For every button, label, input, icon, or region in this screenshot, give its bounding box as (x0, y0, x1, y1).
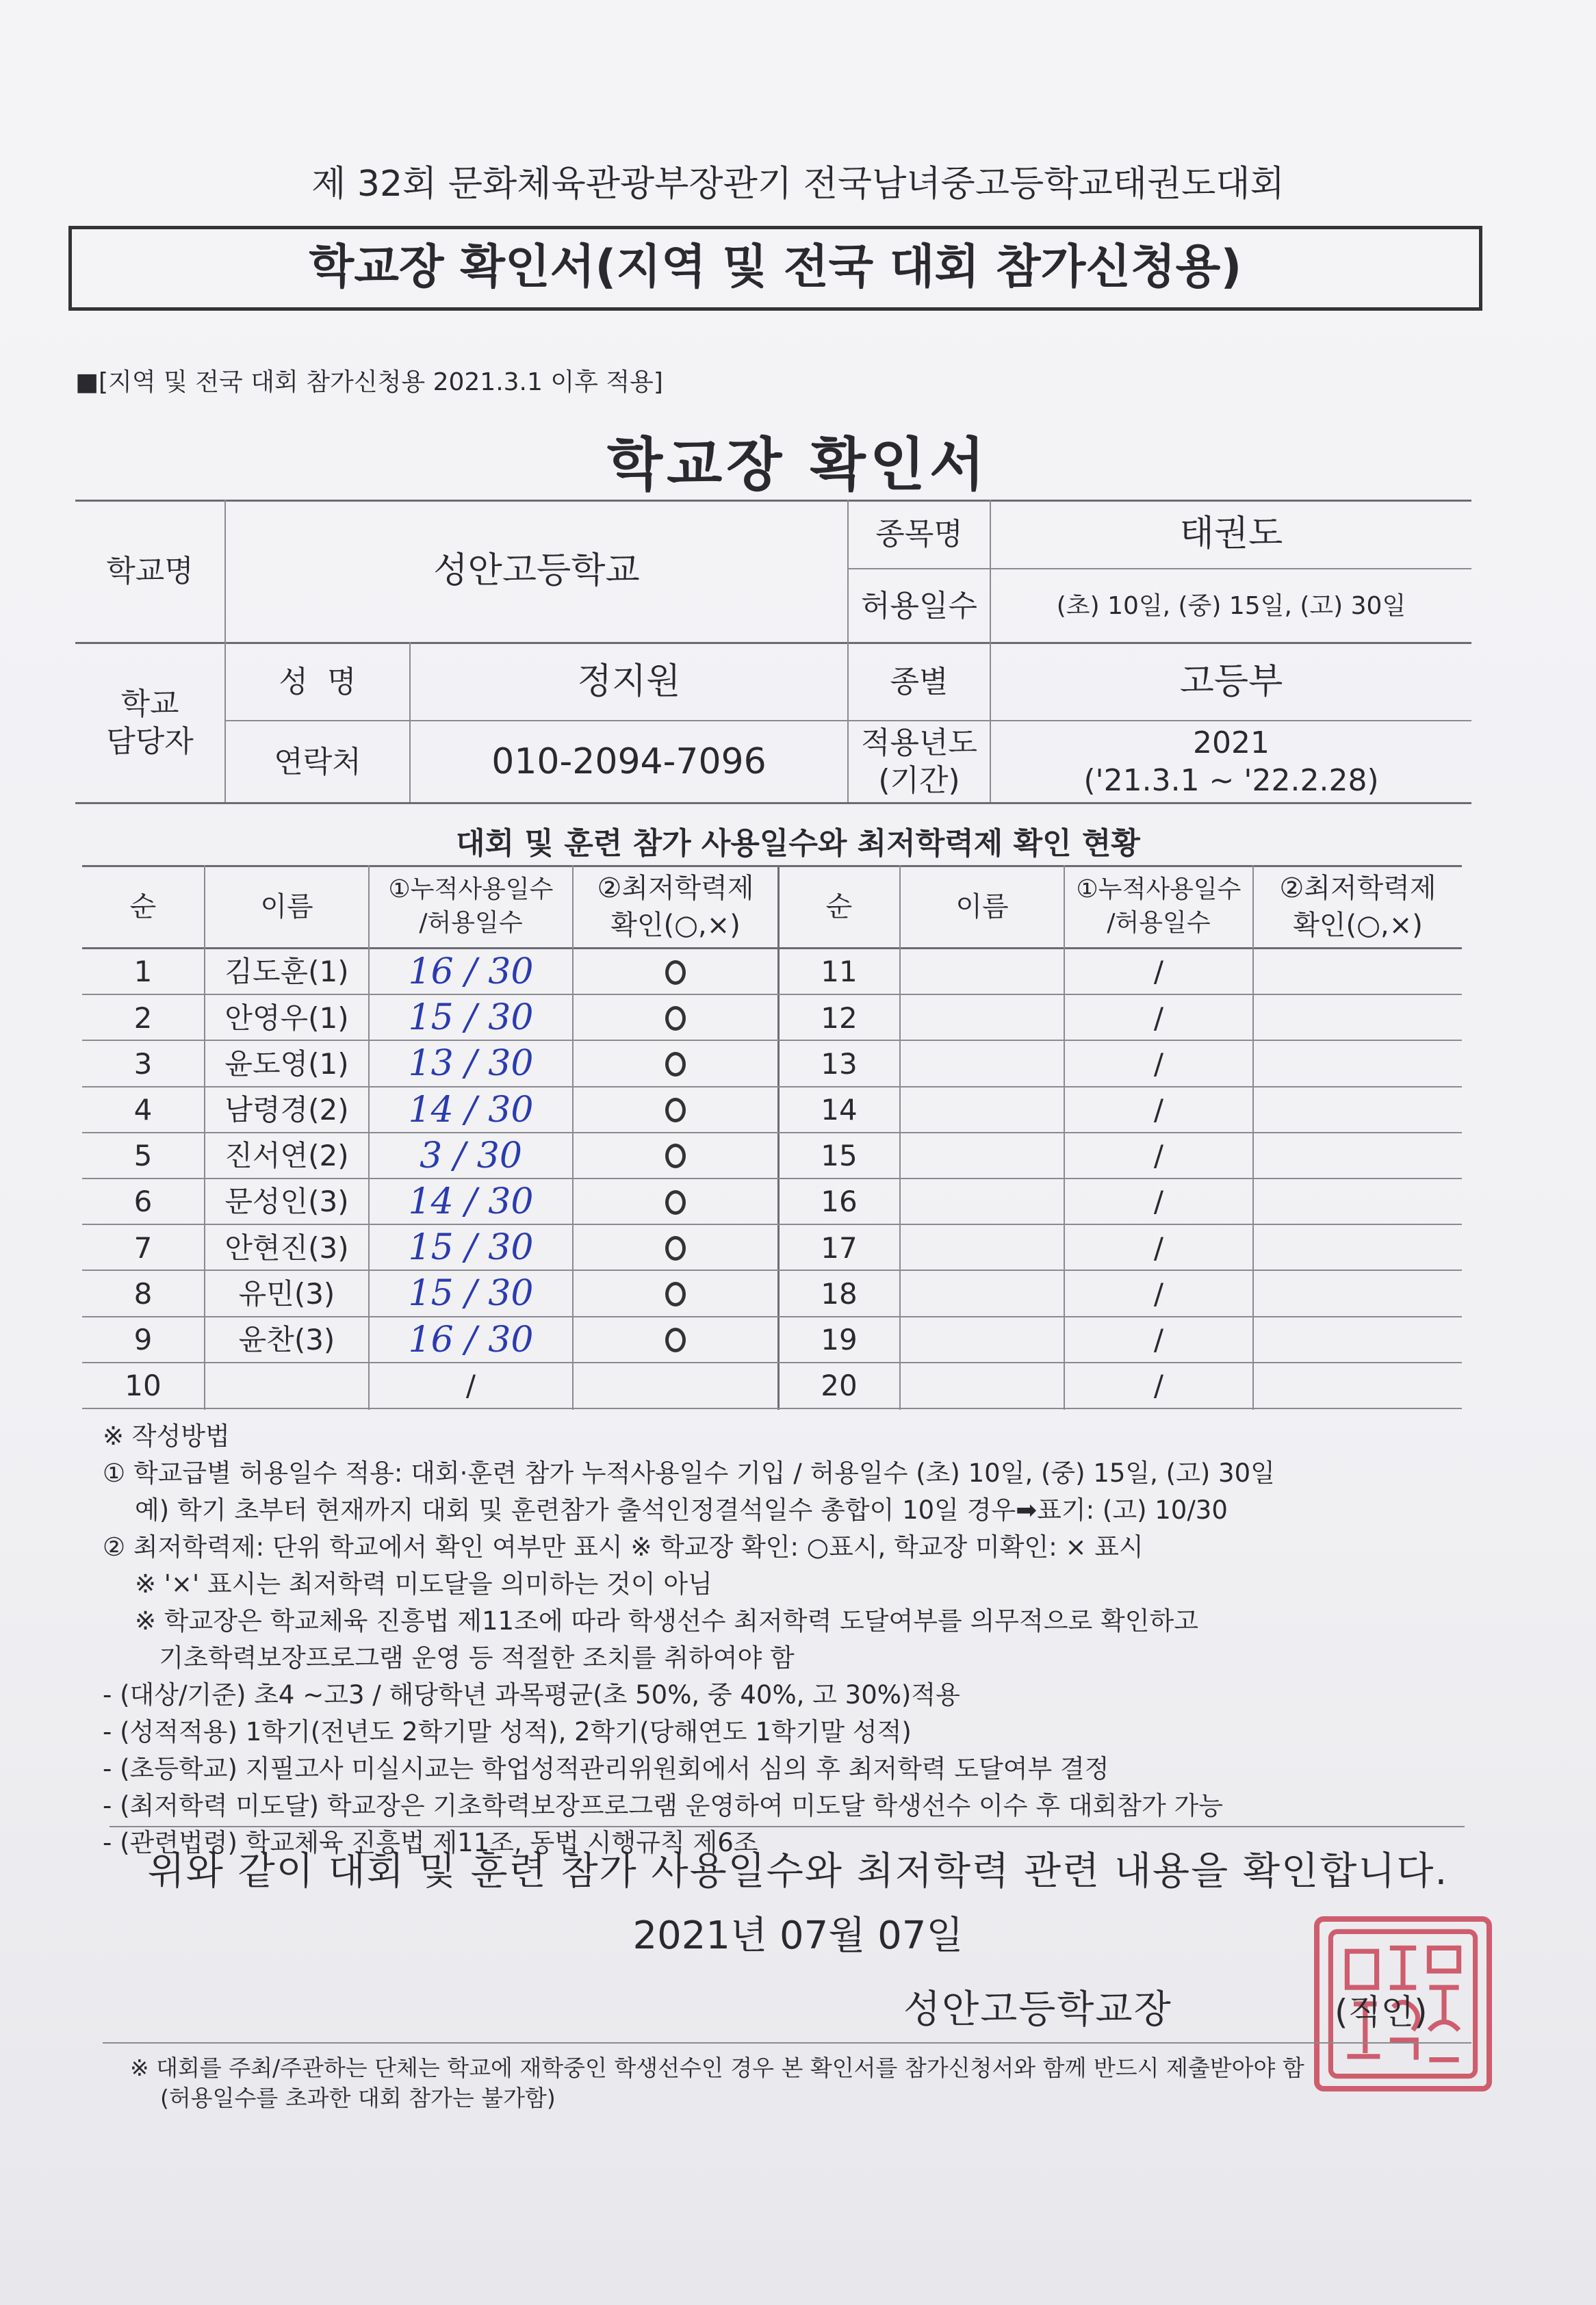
used-days: 15 / 30 (408, 1273, 534, 1315)
athlete-name: 남령경(2) (224, 1092, 349, 1126)
athlete-name: 안현진(3) (224, 1231, 349, 1265)
row-number: 19 (821, 1322, 858, 1356)
name-label: 성 명 (279, 664, 357, 699)
used-days: / (1153, 1231, 1164, 1265)
minimum-academic-check (574, 1271, 777, 1317)
sport-label: 종목명 (875, 516, 963, 552)
used-days: 3 / 30 (420, 1135, 522, 1176)
instruction-line: - (대상/기준) 초4 ~고3 / 해당학년 과목평균(초 50%, 중 40%, 고 30%)적용 (103, 1680, 960, 1710)
used-days: / (1153, 1046, 1164, 1081)
minimum-academic-check (1254, 949, 1462, 995)
issue-date: 2021년 07월 07일 (632, 1914, 964, 1958)
form-title: 학교장 확인서 (606, 431, 990, 498)
circle-mark-icon (665, 1052, 686, 1077)
contact-value: 010-2094-7096 (491, 741, 767, 782)
row-number: 5 (133, 1139, 153, 1173)
used-days: 13 / 30 (408, 1043, 534, 1085)
athlete-name: 유민(3) (238, 1276, 335, 1311)
header-check-right: ②최저학력제 확인(○,×) (1279, 873, 1437, 941)
row-number: 11 (821, 955, 858, 989)
used-days: / (1153, 1322, 1164, 1356)
circle-mark-icon (665, 1006, 686, 1031)
instruction-line: ※ 학교장은 학교체육 진흥법 제11조에 따라 학생선수 최저학력 도달여부를 의무적으로 확인하고 (103, 1606, 1198, 1636)
row-number: 10 (125, 1369, 162, 1403)
contact-label: 연락처 (274, 744, 361, 780)
instruction-line: - (관련법령) 학교체육 진흥법 제11조, 동법 시행규칙 제6조 (103, 1828, 758, 1857)
used-days: / (1153, 955, 1164, 989)
athlete-name: 김도훈(1) (224, 955, 349, 989)
athlete-name (901, 949, 1064, 995)
minimum-academic-check (1254, 1041, 1462, 1087)
row-number: 2 (133, 1001, 153, 1035)
athlete-name (205, 1363, 368, 1409)
minimum-academic-check (574, 995, 777, 1041)
divider (103, 2042, 1471, 2044)
sport-value: 태권도 (1179, 513, 1283, 554)
minimum-academic-check (1254, 1225, 1462, 1271)
footer-line: ※ 대회를 주최/주관하는 단체는 학교에 재학중인 학생선수인 경우 본 확인서를 참가신청서와 함께 반드시 제출받아야 함 (130, 2055, 1304, 2081)
circle-mark-icon (665, 1282, 686, 1306)
row-number: 1 (133, 955, 153, 989)
athlete-name (901, 1087, 1064, 1133)
header-name-right: 이름 (955, 891, 1009, 923)
minimum-academic-check (1254, 1271, 1462, 1317)
minimum-academic-check (574, 1317, 777, 1363)
division-value: 고등부 (1179, 660, 1283, 702)
minimum-academic-check (574, 1179, 777, 1225)
minimum-academic-check (574, 949, 777, 995)
athlete-name (901, 1133, 1064, 1179)
manager-label: 학교 담당자 (106, 686, 194, 759)
document-title-box: 학교장 확인서(지역 및 전국 대회 참가신청용) (68, 226, 1482, 311)
used-days: / (1153, 1139, 1164, 1173)
header-no: 순 (129, 891, 157, 923)
instruction-line: ① 학교급별 허용일수 적용: 대회·훈련 참가 누적사용일수 기입 / 허용일수 (초) 10일, (중) 15일, (고) 30일 (103, 1458, 1275, 1488)
row-number: 13 (821, 1046, 858, 1081)
instructions (103, 1418, 1471, 1862)
table-section-title: 대회 및 훈련 참가 사용일수와 최저학력제 확인 현황 (456, 826, 1140, 861)
row-number: 17 (821, 1231, 858, 1265)
division-label: 종별 (890, 664, 949, 699)
circle-mark-icon (665, 1328, 686, 1352)
info-table-bottom-border (75, 802, 1471, 804)
row-number: 18 (821, 1276, 858, 1311)
event-title: 제 32회 문화체육관광부장관기 전국남녀중고등학교태권도대회 (311, 164, 1285, 205)
year-label: 적용년도 (기간) (860, 725, 977, 798)
athlete-name (901, 1179, 1064, 1225)
name-value: 정지원 (577, 660, 681, 702)
used-days: 15 / 30 (408, 1227, 534, 1269)
used-days: / (1153, 1092, 1164, 1126)
athlete-name: 윤찬(3) (238, 1322, 335, 1356)
athlete-name: 진서연(2) (224, 1139, 349, 1173)
header-days: ①누적사용일수 /허용일수 (388, 875, 554, 937)
confirmation-statement: 위와 같이 대회 및 훈련 참가 사용일수와 최저학력 관련 내용을 확인합니다. (147, 1849, 1449, 1894)
athlete-name (901, 1317, 1064, 1363)
instruction-line: - (성적적용) 1학기(전년도 2학기말 성적), 2학기(당해연도 1학기말 성적) (103, 1717, 912, 1747)
circle-mark-icon (665, 1236, 686, 1261)
used-days: 15 / 30 (408, 997, 534, 1039)
instruction-line: ※ '×' 표시는 최저학력 미도달을 의미하는 것이 아님 (103, 1569, 712, 1599)
minimum-academic-check (1254, 1363, 1462, 1409)
used-days: / (1153, 1276, 1164, 1311)
row-number: 3 (133, 1046, 153, 1081)
used-days: 16 / 30 (408, 951, 534, 993)
row-number: 8 (133, 1276, 153, 1311)
header-check: ②최저학력제 확인(○,×) (597, 873, 754, 941)
athlete-name (901, 1271, 1064, 1317)
athlete-name: 문성인(3) (224, 1185, 349, 1219)
footer-note (130, 2053, 1471, 2113)
header-no-right: 순 (825, 891, 853, 923)
minimum-academic-check (574, 1087, 777, 1133)
row-number: 12 (821, 1001, 858, 1035)
footer-line: (허용일수를 초과한 대회 참가는 불가함) (160, 2085, 556, 2111)
used-days: / (465, 1369, 476, 1403)
minimum-academic-check (1254, 1087, 1462, 1133)
circle-mark-icon (665, 960, 686, 985)
used-days: / (1153, 1369, 1164, 1403)
instruction-line: 예) 학기 초부터 현재까지 대회 및 훈련참가 출석인정결석일수 총합이 10일 경우➡표기: (고) 10/30 (103, 1495, 1228, 1525)
instruction-line: - (최저학력 미도달) 학교장은 기초학력보장프로그램 운영하여 미도달 학생선수 이수 후 대회참가 가능 (103, 1791, 1224, 1820)
minimum-academic-check (1254, 1179, 1462, 1225)
used-days: / (1153, 1001, 1164, 1035)
used-days: 14 / 30 (408, 1181, 534, 1223)
minimum-academic-check (574, 1041, 777, 1087)
minimum-academic-check (1254, 1133, 1462, 1179)
header-name: 이름 (260, 891, 313, 923)
athlete-name (901, 1225, 1064, 1271)
row-number: 4 (133, 1092, 153, 1126)
allowed-days-value: (초) 10일, (중) 15일, (고) 30일 (1056, 591, 1406, 620)
athlete-name (901, 1041, 1064, 1087)
instruction-line: ※ 작성방법 (103, 1421, 230, 1451)
year-value: 2021 ('21.3.1 ~ '22.2.28) (1083, 725, 1379, 798)
minimum-academic-check (574, 1225, 777, 1271)
athlete-name (901, 1363, 1064, 1409)
athlete-name: 윤도영(1) (224, 1046, 349, 1081)
divider (110, 1826, 1465, 1827)
form-note: ■[지역 및 전국 대회 참가신청용 2021.3.1 이후 적용] (75, 368, 663, 396)
row-number: 20 (821, 1369, 858, 1403)
minimum-academic-check (574, 1133, 777, 1179)
row-number: 9 (133, 1322, 153, 1356)
used-days: / (1153, 1185, 1164, 1219)
school-label: 학교명 (106, 553, 194, 589)
school-value: 성안고등학교 (433, 550, 640, 591)
used-days: 16 / 30 (408, 1319, 534, 1361)
row-number: 7 (133, 1231, 153, 1265)
minimum-academic-check (1254, 995, 1462, 1041)
instruction-line: - (초등학교) 지필고사 미실시교는 학업성적관리위원회에서 심의 후 최저학력 도달여부 결정 (103, 1754, 1109, 1784)
seal-label: (직인) (1335, 1992, 1428, 2032)
athlete-name: 안영우(1) (224, 1001, 349, 1035)
instruction-line: ② 최저학력제: 단위 학교에서 확인 여부만 표시 ※ 학교장 확인: ○표시, 학교장 미확인: × 표시 (103, 1532, 1144, 1562)
used-days: 14 / 30 (408, 1089, 534, 1131)
circle-mark-icon (665, 1144, 686, 1168)
instruction-line: 기초학력보장프로그램 운영 등 적절한 조치를 취하여야 함 (103, 1643, 795, 1673)
athlete-name (901, 995, 1064, 1041)
row-number: 15 (821, 1139, 858, 1173)
principal-signature: 성안고등학교장 (903, 1987, 1172, 2032)
circle-mark-icon (665, 1098, 686, 1122)
circle-mark-icon (665, 1190, 686, 1215)
row-number: 16 (821, 1185, 858, 1219)
row-number: 14 (821, 1092, 858, 1126)
allowed-days-label: 허용일수 (860, 588, 977, 623)
header-days-right: ①누적사용일수 /허용일수 (1076, 875, 1241, 937)
row-number: 6 (133, 1185, 153, 1219)
minimum-academic-check (1254, 1317, 1462, 1363)
